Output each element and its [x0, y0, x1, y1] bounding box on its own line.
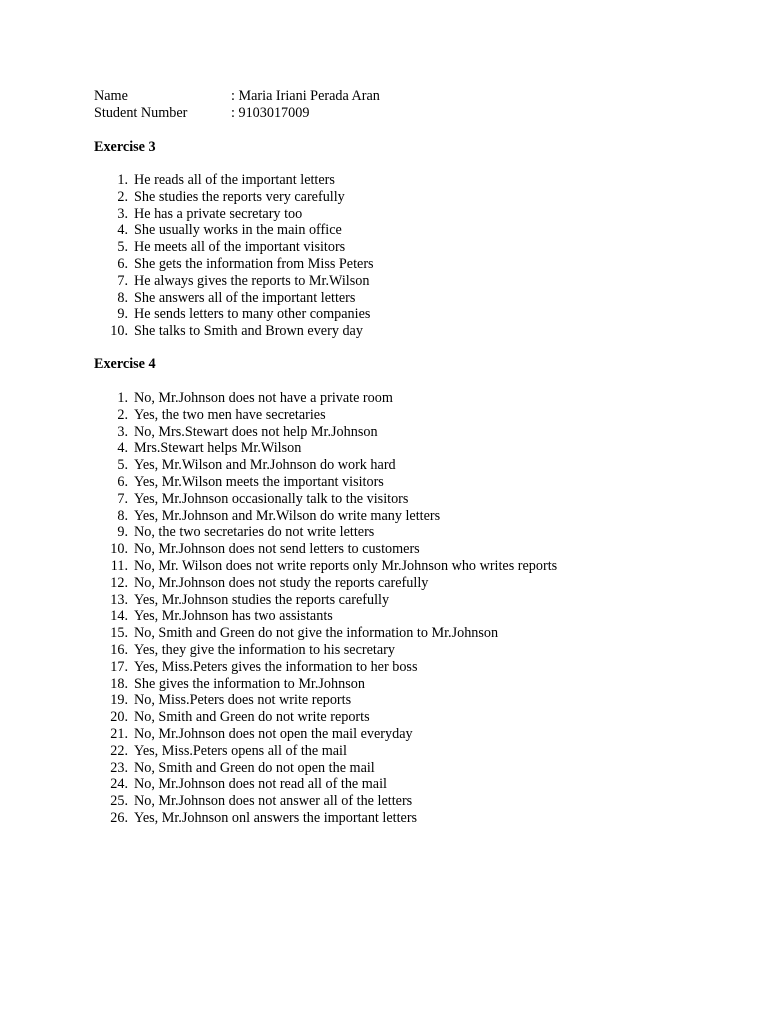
- item-number: 9.: [117, 524, 128, 541]
- list-item: [94, 440, 557, 457]
- item-number: 13.: [110, 591, 128, 608]
- item-text: She studies the reports very carefully: [134, 188, 345, 205]
- item-number: 20.: [110, 709, 128, 726]
- list-item: [94, 306, 374, 323]
- list-item: [94, 508, 557, 525]
- item-text: No, the two secretaries do not write letters: [134, 524, 375, 541]
- student-number-value: : 9103017009: [231, 105, 310, 121]
- item-number: 22.: [110, 742, 128, 759]
- item-text: No, Smith and Green do not write reports: [134, 709, 370, 726]
- list-item: [94, 743, 557, 760]
- item-text: Yes, they give the information to his secretary: [134, 641, 395, 658]
- name-row: [94, 88, 380, 105]
- list-item: [94, 592, 557, 609]
- item-text: Yes, Mr.Wilson meets the important visitors: [134, 473, 384, 490]
- item-text: She gets the information from Miss Peters: [134, 255, 374, 272]
- item-number: 15.: [110, 625, 128, 642]
- list-item: [94, 189, 374, 206]
- list-item: [94, 575, 557, 592]
- list-item: [94, 457, 557, 474]
- item-text: He has a private secretary too: [134, 205, 303, 222]
- item-text: He meets all of the important visitors: [134, 239, 346, 256]
- list-item: [94, 558, 557, 575]
- item-text: No, Smith and Green do not give the information to Mr.Johnson: [134, 625, 499, 642]
- list-item: [94, 659, 557, 676]
- item-text: No, Mr. Wilson does not write reports only Mr.Johnson who writes reports: [134, 557, 558, 574]
- list-item: [94, 793, 557, 810]
- list-item: [94, 676, 557, 693]
- list-item: [94, 625, 557, 642]
- student-info: [94, 88, 380, 122]
- list-item: [94, 239, 374, 256]
- list-item: [94, 424, 557, 441]
- item-text: Yes, the two men have secretaries: [134, 406, 326, 423]
- item-number: 10.: [110, 323, 128, 340]
- item-text: Yes, Mr.Johnson has two assistants: [134, 608, 333, 625]
- list-item: [94, 390, 557, 407]
- list-item: [94, 474, 557, 491]
- item-number: 2.: [117, 188, 128, 205]
- item-number: 25.: [110, 793, 128, 810]
- list-item: [94, 810, 557, 827]
- item-number: 24.: [110, 776, 128, 793]
- item-text: Yes, Mr.Johnson and Mr.Wilson do write many letters: [134, 507, 441, 524]
- name-value: : Maria Iriani Perada Aran: [231, 88, 380, 104]
- list-item: [94, 776, 557, 793]
- item-text: No, Mr.Johnson does not answer all of the letters: [134, 793, 413, 810]
- list-item: [94, 222, 374, 239]
- item-number: 6.: [117, 473, 128, 490]
- list-item: [94, 692, 557, 709]
- item-number: 21.: [110, 725, 128, 742]
- exercise-4-heading: Exercise 4: [94, 356, 156, 372]
- item-number: 9.: [117, 306, 128, 323]
- item-text: No, Mr.Johnson does not read all of the mail: [134, 776, 387, 793]
- item-text: Yes, Mr.Wilson and Mr.Johnson do work hard: [134, 457, 396, 474]
- exercise-3-heading: Exercise 3: [94, 139, 156, 155]
- item-number: 8.: [117, 507, 128, 524]
- list-item: [94, 323, 374, 340]
- item-number: 16.: [110, 641, 128, 658]
- item-number: 2.: [117, 406, 128, 423]
- item-number: 4.: [117, 440, 128, 457]
- item-number: 17.: [110, 658, 128, 675]
- item-text: He reads all of the important letters: [134, 172, 335, 188]
- item-text: Yes, Miss.Peters gives the information to her boss: [134, 658, 418, 675]
- list-item: [94, 541, 557, 558]
- item-text: He sends letters to many other companies: [134, 306, 371, 323]
- item-number: 10.: [110, 541, 128, 558]
- item-number: 3.: [117, 423, 128, 440]
- item-number: 5.: [117, 239, 128, 256]
- list-item: [94, 290, 374, 307]
- item-number: 26.: [110, 809, 128, 826]
- list-item: [94, 491, 557, 508]
- item-text: Yes, Mr.Johnson onl answers the important letters: [134, 809, 418, 826]
- item-number: 18.: [110, 675, 128, 692]
- list-item: [94, 256, 374, 273]
- list-item: [94, 642, 557, 659]
- item-text: No, Mr.Johnson does not study the reports carefully: [134, 574, 429, 591]
- student-number-label: Student Number: [94, 105, 188, 121]
- item-text: No, Miss.Peters does not write reports: [134, 692, 352, 709]
- item-number: 4.: [117, 222, 128, 239]
- item-number: 8.: [117, 289, 128, 306]
- item-text: No, Mrs.Stewart does not help Mr.Johnson: [134, 423, 378, 440]
- item-text: She gives the information to Mr.Johnson: [134, 675, 365, 692]
- item-number: 7.: [117, 272, 128, 289]
- item-text: She answers all of the important letters: [134, 289, 356, 306]
- item-number: 23.: [110, 759, 128, 776]
- item-number: 14.: [110, 608, 128, 625]
- list-item: [94, 760, 557, 777]
- list-item: [94, 407, 557, 424]
- item-text: No, Mr.Johnson does not have a private room: [134, 390, 393, 406]
- item-number: 1.: [117, 390, 128, 406]
- item-number: 11.: [110, 557, 128, 574]
- item-number: 1.: [117, 172, 128, 188]
- item-text: She talks to Smith and Brown every day: [134, 323, 363, 340]
- item-text: No, Smith and Green do not open the mail: [134, 759, 375, 776]
- item-text: He always gives the reports to Mr.Wilson: [134, 272, 370, 289]
- list-item: [94, 726, 557, 743]
- item-number: 7.: [117, 490, 128, 507]
- list-item: [94, 172, 374, 189]
- item-number: 12.: [110, 574, 128, 591]
- name-label: Name: [94, 88, 128, 104]
- list-item: [94, 273, 374, 290]
- item-number: 19.: [110, 692, 128, 709]
- item-number: 6.: [117, 255, 128, 272]
- item-text: Yes, Mr.Johnson occasionally talk to the visitors: [134, 490, 409, 507]
- item-text: No, Mr.Johnson does not send letters to customers: [134, 541, 420, 558]
- item-text: She usually works in the main office: [134, 222, 342, 239]
- item-text: Yes, Mr.Johnson studies the reports carefully: [134, 591, 390, 608]
- item-text: No, Mr.Johnson does not open the mail everyday: [134, 725, 413, 742]
- student-number-row: [94, 105, 380, 122]
- exercise-3-list: [94, 172, 374, 340]
- item-number: 3.: [117, 205, 128, 222]
- item-number: 5.: [117, 457, 128, 474]
- item-text: Yes, Miss.Peters opens all of the mail: [134, 742, 347, 759]
- item-text: Mrs.Stewart helps Mr.Wilson: [134, 440, 302, 457]
- list-item: [94, 709, 557, 726]
- list-item: [94, 524, 557, 541]
- exercise-4-list: [94, 390, 557, 827]
- list-item: [94, 608, 557, 625]
- list-item: [94, 206, 374, 223]
